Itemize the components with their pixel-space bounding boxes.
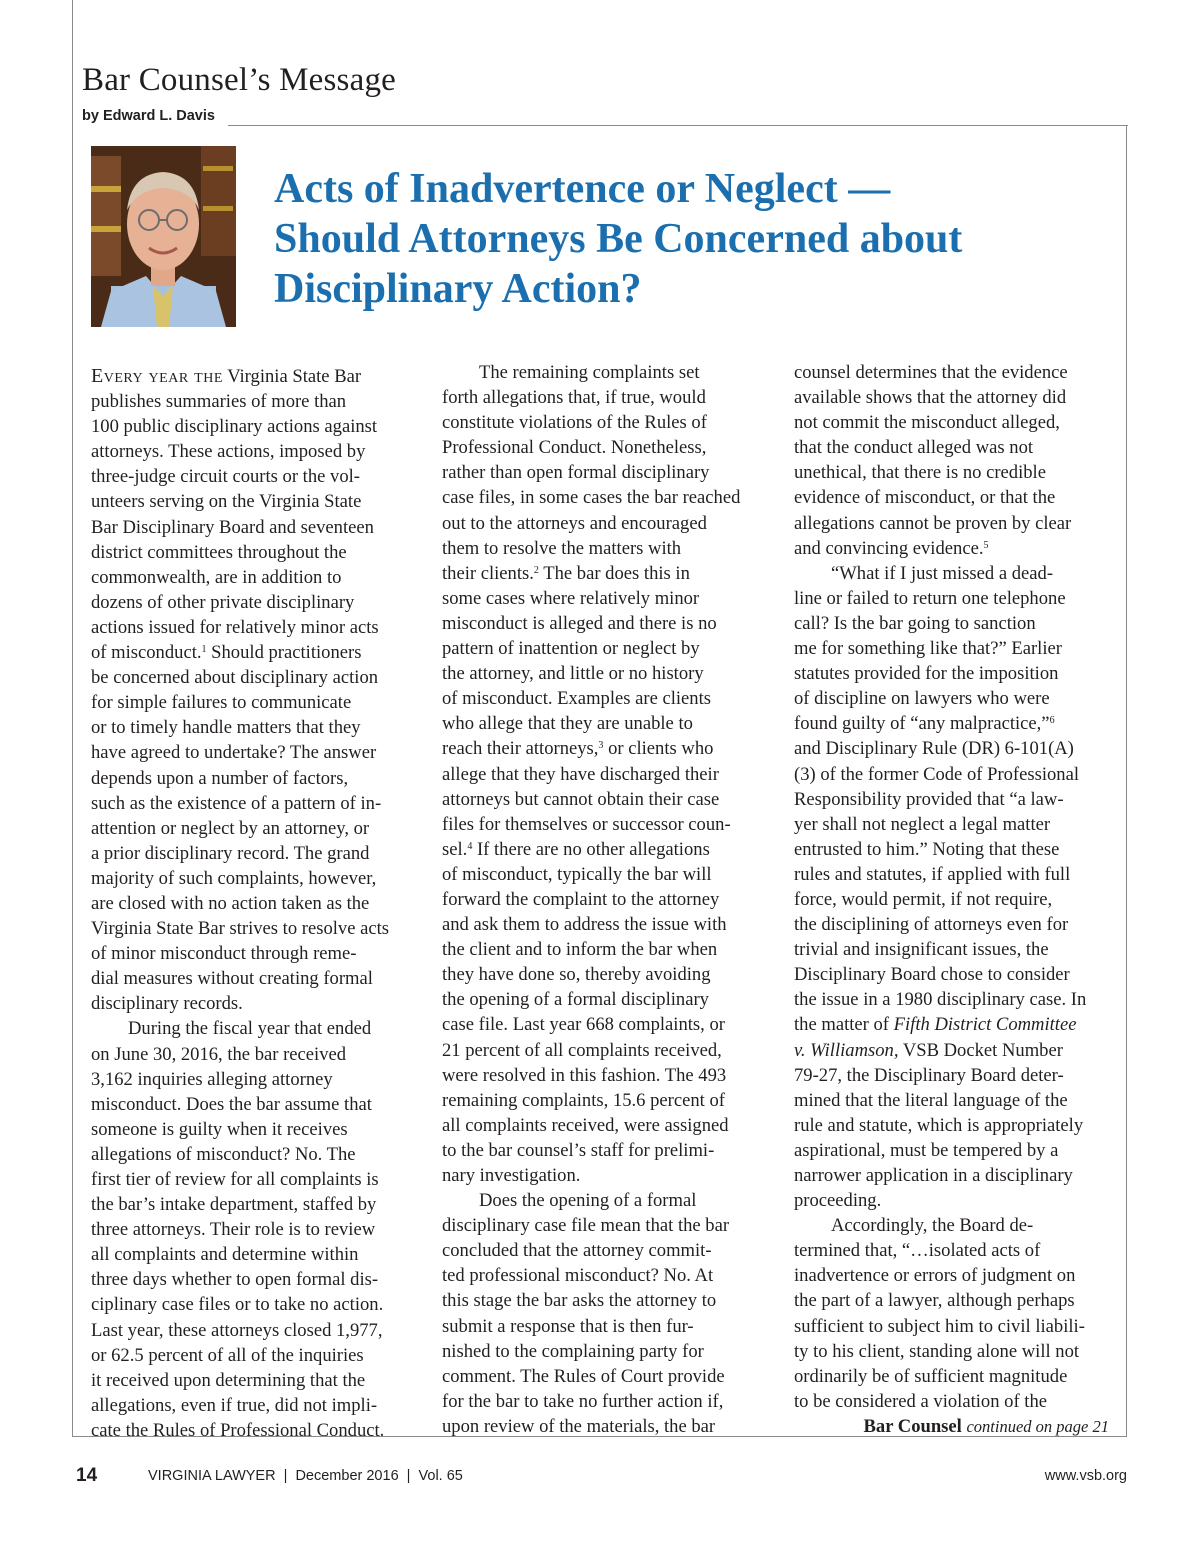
text-line: files for themselves or successor coun- bbox=[442, 813, 731, 835]
text-line: their clients. bbox=[442, 562, 534, 584]
text-line: Disciplinary Board chose to consider bbox=[794, 964, 1070, 986]
text-line: of discipline on lawyers who were bbox=[794, 688, 1050, 710]
text-line: mined that the literal language of the bbox=[794, 1089, 1068, 1111]
text-line: it received upon determining that the bbox=[91, 1369, 366, 1391]
text-line: the part of a lawyer, although perhaps bbox=[794, 1290, 1075, 1312]
text-line: forth allegations that, if true, would bbox=[442, 387, 706, 409]
text-line: ciplinary case files or to take no action. bbox=[91, 1294, 384, 1316]
text-line: have agreed to undertake? The answer bbox=[91, 742, 377, 764]
text-line: Last year, these attorneys closed 1,977, bbox=[91, 1319, 383, 1341]
text-line: or 62.5 percent of all of the inquiries bbox=[91, 1344, 364, 1366]
text-line: rules and statutes, if applied with full bbox=[794, 863, 1071, 885]
text-line: statutes provided for the imposition bbox=[794, 663, 1059, 685]
text-line: reach their attorneys, bbox=[442, 738, 599, 760]
page-number: 14 bbox=[76, 1465, 98, 1486]
text-line: proceeding. bbox=[794, 1190, 882, 1212]
text-line: force, would permit, if not require, bbox=[794, 888, 1053, 910]
text-line: pattern of inattention or neglect by bbox=[442, 638, 700, 660]
text-line: Should practitioners bbox=[211, 642, 362, 664]
text-line: someone is guilty when it receives bbox=[91, 1118, 348, 1140]
text-line: the client and to inform the bar when bbox=[442, 939, 718, 961]
continued-text: continued on page 21 bbox=[966, 1416, 1109, 1436]
text-line: misconduct is alleged and there is no bbox=[442, 612, 717, 634]
text-line: such as the existence of a pattern of in- bbox=[91, 792, 382, 814]
article-headline bbox=[274, 164, 1114, 314]
text-line: that the conduct alleged was not bbox=[794, 437, 1034, 459]
text-line: to be considered a violation of the bbox=[794, 1390, 1048, 1412]
text-line: who allege that they are unable to bbox=[442, 713, 693, 735]
footnote-ref: 4 bbox=[467, 840, 473, 852]
text-line: inadvertence or errors of judgment on bbox=[794, 1265, 1076, 1287]
text-line: of minor misconduct through reme- bbox=[91, 943, 357, 965]
text-line: line or failed to return one telephone bbox=[794, 587, 1066, 609]
text-line: If there are no other allegations bbox=[476, 838, 710, 860]
text-line: rule and statute, which is appropriately bbox=[794, 1114, 1084, 1136]
text-line: trivial and insignificant issues, the bbox=[794, 939, 1049, 961]
text-line: dial measures without creating formal bbox=[91, 968, 373, 990]
text-line: all complaints received, were assigned bbox=[442, 1114, 729, 1136]
text-line: ordinarily be of sufficient magnitude bbox=[794, 1365, 1068, 1387]
article-column-2 bbox=[442, 360, 772, 1439]
text-line: 79-27, the Disciplinary Board deter- bbox=[794, 1064, 1064, 1086]
case-name: Fifth District Committee bbox=[893, 1014, 1077, 1036]
text-line: or to timely handle matters that they bbox=[91, 717, 361, 739]
text-line: available shows that the attorney did bbox=[794, 387, 1067, 409]
text-line: Virginia State Bar bbox=[227, 366, 362, 387]
lead-in-caps: Every year the bbox=[91, 365, 223, 387]
footnote-ref: 1 bbox=[201, 644, 207, 656]
text-line: termined that, “…isolated acts of bbox=[794, 1240, 1041, 1262]
text-line: out to the attorneys and encouraged bbox=[442, 512, 707, 534]
text-line: The bar does this in bbox=[543, 562, 690, 584]
text-line: case files, in some cases the bar reached bbox=[442, 487, 741, 509]
text-line: remaining complaints, 15.6 percent of bbox=[442, 1089, 725, 1111]
text-line: nary investigation. bbox=[442, 1165, 581, 1186]
text-line: “What if I just missed a dead- bbox=[831, 562, 1054, 584]
text-line: allegations, even if true, did not impli- bbox=[91, 1394, 378, 1416]
text-line: be concerned about disciplinary action bbox=[91, 667, 379, 689]
text-line: allegations cannot be proven by clear bbox=[794, 512, 1072, 534]
top-left-rule bbox=[72, 0, 73, 125]
text-line: case file. Last year 668 complaints, or bbox=[442, 1014, 725, 1036]
text-line: three attorneys. Their role is to review bbox=[91, 1219, 376, 1241]
text-line: attention or neglect by an attorney, or bbox=[91, 817, 370, 839]
text-line: them to resolve the matters with bbox=[442, 537, 682, 559]
footnote-ref: 6 bbox=[1049, 715, 1055, 727]
text-line: for the bar to take no further action if, bbox=[442, 1390, 724, 1412]
text-line: some cases where relatively minor bbox=[442, 587, 700, 609]
text-line: attorneys. These actions, imposed by bbox=[91, 441, 366, 463]
text-line: nished to the complaining party for bbox=[442, 1340, 704, 1362]
text-line: the opening of a formal disciplinary bbox=[442, 989, 709, 1011]
text-line: of misconduct. Examples are clients bbox=[442, 688, 712, 710]
text-line: first tier of review for all complaints is bbox=[91, 1169, 379, 1190]
headline-line-1: Acts of Inadvertence or Neglect — bbox=[274, 166, 891, 212]
text-line: all complaints and determine within bbox=[91, 1244, 359, 1266]
text-line: sel. bbox=[442, 838, 468, 860]
text-line: (3) of the former Code of Professional bbox=[794, 763, 1080, 785]
text-line: submit a response that is then fur- bbox=[442, 1315, 694, 1337]
footnote-ref: 2 bbox=[533, 564, 539, 576]
text-line: are closed with no action taken as the bbox=[91, 892, 370, 914]
text-line: comment. The Rules of Court provide bbox=[442, 1365, 725, 1387]
text-line: actions issued for relatively minor acts bbox=[91, 616, 379, 638]
text-line: the disciplining of attorneys even for bbox=[794, 914, 1069, 936]
text-line: the attorney, and little or no history bbox=[442, 663, 704, 685]
text-line: of misconduct. bbox=[91, 642, 202, 664]
text-line: Virginia State Bar strives to resolve acts bbox=[91, 918, 390, 940]
text-line: this stage the bar asks the attorney to bbox=[442, 1290, 717, 1312]
text-line: allegations of misconduct? No. The bbox=[91, 1143, 356, 1165]
text-line: misconduct. Does the bar assume that bbox=[91, 1093, 372, 1115]
text-line: the matter of bbox=[794, 1014, 889, 1036]
text-line: concluded that the attorney commit- bbox=[442, 1240, 712, 1262]
text-line: three-judge circuit courts or the vol- bbox=[91, 466, 360, 488]
author-byline: by Edward L. Davis bbox=[82, 108, 215, 124]
text-line: counsel determines that the evidence bbox=[794, 362, 1068, 383]
text-line: constitute violations of the Rules of bbox=[442, 412, 707, 434]
text-line: commonwealth, are in addition to bbox=[91, 566, 342, 588]
footnote-ref: 5 bbox=[983, 539, 989, 551]
text-line: found guilty of “any malpractice,” bbox=[794, 713, 1050, 735]
text-line: Does the opening of a formal bbox=[479, 1190, 697, 1212]
text-line: VSB Docket Number bbox=[902, 1039, 1063, 1061]
text-line: aspirational, must be tempered by a bbox=[794, 1139, 1059, 1161]
text-line: majority of such complaints, however, bbox=[91, 867, 377, 889]
text-line: me for something like that?” Earlier bbox=[794, 638, 1062, 660]
text-line: cate the Rules of Professional Conduct. bbox=[91, 1419, 385, 1441]
department-title: Bar Counsel’s Message bbox=[82, 62, 396, 98]
text-line: disciplinary case file mean that the bar bbox=[442, 1215, 730, 1237]
text-line: Bar Disciplinary Board and seventeen bbox=[91, 516, 374, 538]
text-line: depends upon a number of factors, bbox=[91, 767, 349, 789]
text-line: allege that they have discharged their bbox=[442, 763, 719, 785]
text-line: 3,162 inquiries alleging attorney bbox=[91, 1068, 333, 1090]
footnote-ref: 3 bbox=[598, 740, 604, 752]
text-line: not commit the misconduct alleged, bbox=[794, 412, 1060, 434]
text-line: unethical, that there is no credible bbox=[794, 462, 1046, 484]
website-link[interactable]: www.vsb.org bbox=[1044, 1468, 1127, 1484]
text-line: During the fiscal year that ended bbox=[128, 1018, 372, 1040]
text-line: yer shall not neglect a legal matter bbox=[794, 813, 1051, 835]
text-line: a prior disciplinary record. The grand bbox=[91, 842, 370, 864]
text-line: evidence of misconduct, or that the bbox=[794, 487, 1056, 509]
text-line: Professional Conduct. Nonetheless, bbox=[442, 437, 707, 459]
text-line: unteers serving on the Virginia State bbox=[91, 491, 362, 513]
text-line: upon review of the materials, the bar bbox=[442, 1415, 716, 1437]
author-photo bbox=[91, 146, 236, 327]
continued-label: Bar Counsel bbox=[863, 1415, 962, 1437]
case-name: v. Williamson, bbox=[794, 1039, 899, 1061]
text-line: to the bar counsel’s staff for prelimi- bbox=[442, 1139, 715, 1161]
text-line: entrusted to him.” Noting that these bbox=[794, 838, 1060, 860]
text-line: district committees throughout the bbox=[91, 541, 347, 563]
headline-line-2: Should Attorneys Be Concerned about bbox=[274, 216, 963, 262]
text-line: on June 30, 2016, the bar received bbox=[91, 1043, 347, 1065]
text-line: the bar’s intake department, staffed by bbox=[91, 1194, 377, 1216]
headline-line-3: Disciplinary Action? bbox=[274, 266, 642, 312]
text-line: and convincing evidence. bbox=[794, 537, 984, 559]
text-line: ted professional misconduct? No. At bbox=[442, 1265, 714, 1287]
text-line: of misconduct, typically the bar will bbox=[442, 863, 712, 885]
publication-info: VIRGINIA LAWYER | December 2016 | Vol. 65 bbox=[148, 1468, 463, 1484]
text-line: attorneys but cannot obtain their case bbox=[442, 788, 720, 810]
text-line: Responsibility provided that “a law- bbox=[794, 788, 1064, 810]
text-line: 100 public disciplinary actions against bbox=[91, 416, 378, 438]
text-line: 21 percent of all complaints received, bbox=[442, 1039, 722, 1061]
text-line: disciplinary records. bbox=[91, 993, 243, 1015]
text-line: publishes summaries of more than bbox=[91, 391, 347, 413]
text-line: were resolved in this fashion. The 493 bbox=[442, 1064, 727, 1086]
text-line: the issue in a 1980 disciplinary case. In bbox=[794, 989, 1087, 1011]
text-line: and Disciplinary Rule (DR) 6-101(A) bbox=[794, 738, 1074, 760]
text-line: sufficient to subject him to civil liabili- bbox=[794, 1315, 1085, 1337]
text-line: call? Is the bar going to sanction bbox=[794, 612, 1036, 634]
text-line: ty to his client, standing alone will not bbox=[794, 1340, 1080, 1362]
text-line: narrower application in a disciplinary bbox=[794, 1165, 1073, 1186]
article-column-3 bbox=[794, 360, 1124, 1439]
text-line: forward the complaint to the attorney bbox=[442, 888, 720, 910]
article-column-1 bbox=[91, 364, 421, 1443]
text-line: or clients who bbox=[608, 738, 714, 760]
text-line: dozens of other private disciplinary bbox=[91, 591, 355, 613]
text-line: rather than open formal disciplinary bbox=[442, 462, 710, 484]
text-line: for simple failures to communicate bbox=[91, 692, 352, 714]
text-line: they have done so, thereby avoiding bbox=[442, 964, 711, 986]
text-line: and ask them to address the issue with bbox=[442, 914, 727, 936]
text-line: Accordingly, the Board de- bbox=[831, 1215, 1034, 1237]
continued-jump-line[interactable] bbox=[794, 1414, 1109, 1439]
text-line: three days whether to open formal dis- bbox=[91, 1269, 379, 1291]
text-line: The remaining complaints set bbox=[479, 362, 700, 383]
